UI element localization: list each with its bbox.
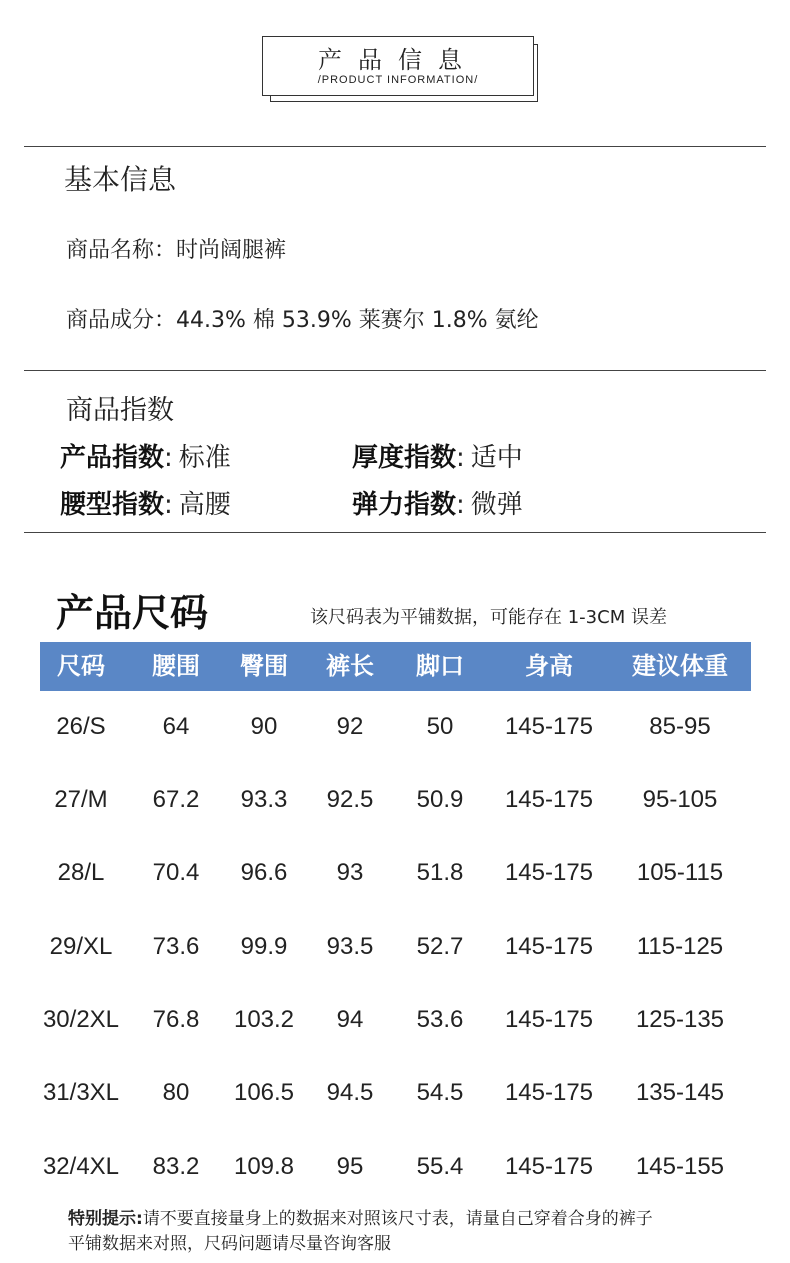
- index-value: 微弹: [470, 490, 523, 520]
- table-cell: 103.2: [233, 1006, 295, 1033]
- index-sep: :: [456, 490, 465, 520]
- table-cell: 76.8: [152, 1006, 200, 1033]
- column-header: 建议体重: [632, 652, 728, 680]
- size-table-body: [40, 691, 751, 1211]
- column-header: 腰围: [152, 652, 200, 680]
- header-title: 产品信息: [318, 46, 478, 74]
- table-cell: 26/S: [56, 713, 106, 740]
- table-cell: 70.4: [152, 859, 200, 886]
- table-cell: 115-125: [636, 933, 724, 960]
- table-cell: 93.5: [326, 933, 374, 960]
- column-header: 身高: [525, 652, 573, 680]
- index-value: 适中: [470, 443, 523, 473]
- table-cell: 145-175: [504, 933, 594, 960]
- table-cell: 145-175: [504, 1079, 594, 1106]
- table-cell: 93.3: [240, 786, 288, 813]
- table-cell: 85-95: [649, 713, 711, 740]
- column-header: 尺码: [57, 652, 105, 680]
- table-cell: 54.5: [416, 1079, 464, 1106]
- table-cell: 99.9: [240, 933, 288, 960]
- table-cell: 50: [426, 713, 454, 740]
- table-cell: 145-175: [504, 786, 594, 813]
- index-item-thickness: [352, 437, 523, 474]
- table-cell: 145-175: [504, 1006, 594, 1033]
- column-header: 臀围: [240, 652, 288, 680]
- divider: [24, 146, 766, 147]
- table-cell: 106.5: [233, 1079, 295, 1106]
- table-cell: 80: [162, 1079, 190, 1106]
- divider: [24, 370, 766, 371]
- index-value: 高腰: [178, 490, 231, 520]
- index-item-product: [60, 437, 231, 474]
- table-cell: 145-175: [504, 859, 594, 886]
- index-item-elasticity: [352, 484, 523, 521]
- index-label: 弹力指数: [352, 490, 457, 520]
- tip-line-2: 平铺数据来对照，尺码问题请尽量咨询客服: [68, 1234, 391, 1254]
- table-cell: 90: [250, 713, 278, 740]
- table-cell: 53.6: [416, 1006, 464, 1033]
- size-title: 产品尺码: [56, 591, 209, 635]
- index-info-heading: 商品指数: [66, 395, 174, 426]
- table-cell: 31/3XL: [42, 1079, 120, 1106]
- size-note: 该尺码表为平铺数据，可能存在 1-3CM 误差: [310, 607, 667, 628]
- table-cell: 92.5: [326, 786, 374, 813]
- table-cell: 135-145: [635, 1079, 725, 1106]
- product-name-line: 商品名称：时尚阔腿裤: [66, 238, 287, 263]
- table-cell: 28/L: [57, 859, 105, 886]
- table-cell: 27/M: [54, 786, 108, 813]
- tip-label: 特别提示:: [68, 1209, 143, 1229]
- table-cell: 145-175: [504, 1153, 594, 1180]
- table-row: [40, 1153, 751, 1193]
- table-cell: 30/2XL: [42, 1006, 120, 1033]
- tip-text-1: 请不要直接量身上的数据来对照该尺寸表，请量自己穿着合身的裤子: [142, 1209, 653, 1229]
- table-row: [40, 933, 751, 973]
- table-cell: 94.5: [326, 1079, 374, 1106]
- index-sep: :: [164, 490, 173, 520]
- index-item-waist: [60, 484, 231, 521]
- tip-line-1: [68, 1204, 653, 1229]
- table-row: [40, 1079, 751, 1119]
- table-cell: 83.2: [152, 1153, 200, 1180]
- index-label: 腰型指数: [60, 490, 165, 520]
- table-cell: 95-105: [642, 786, 718, 813]
- table-row: [40, 786, 751, 826]
- table-cell: 94: [336, 1006, 364, 1033]
- column-header: 裤长: [326, 652, 374, 680]
- size-table-header: [40, 642, 751, 691]
- table-cell: 93: [336, 859, 364, 886]
- basic-info-heading: 基本信息: [64, 163, 177, 196]
- table-cell: 55.4: [416, 1153, 464, 1180]
- table-cell: 52.7: [416, 933, 464, 960]
- header-subtitle: /PRODUCT INFORMATION/: [317, 74, 479, 86]
- table-row: [40, 1006, 751, 1046]
- index-sep: :: [456, 443, 465, 473]
- table-cell: 105-115: [636, 859, 724, 886]
- table-cell: 125-135: [635, 1006, 725, 1033]
- table-cell: 95: [336, 1153, 364, 1180]
- product-composition-line: 商品成分：44.3% 棉 53.9% 莱赛尔 1.8% 氨纶: [66, 308, 539, 333]
- table-row: [40, 859, 751, 899]
- index-sep: :: [164, 443, 173, 473]
- index-label: 产品指数: [60, 443, 165, 473]
- table-cell: 29/XL: [49, 933, 113, 960]
- table-cell: 96.6: [240, 859, 288, 886]
- table-cell: 32/4XL: [42, 1153, 120, 1180]
- table-cell: 51.8: [416, 859, 464, 886]
- column-header: 脚口: [416, 652, 464, 680]
- divider: [24, 532, 766, 533]
- index-label: 厚度指数: [352, 443, 457, 473]
- table-cell: 73.6: [152, 933, 200, 960]
- table-cell: 109.8: [233, 1153, 295, 1180]
- index-value: 标准: [178, 443, 231, 473]
- table-cell: 145-175: [504, 713, 594, 740]
- table-cell: 50.9: [416, 786, 464, 813]
- table-cell: 145-155: [635, 1153, 725, 1180]
- table-cell: 64: [162, 713, 190, 740]
- table-cell: 92: [336, 713, 364, 740]
- table-cell: 67.2: [152, 786, 200, 813]
- table-row: [40, 713, 751, 753]
